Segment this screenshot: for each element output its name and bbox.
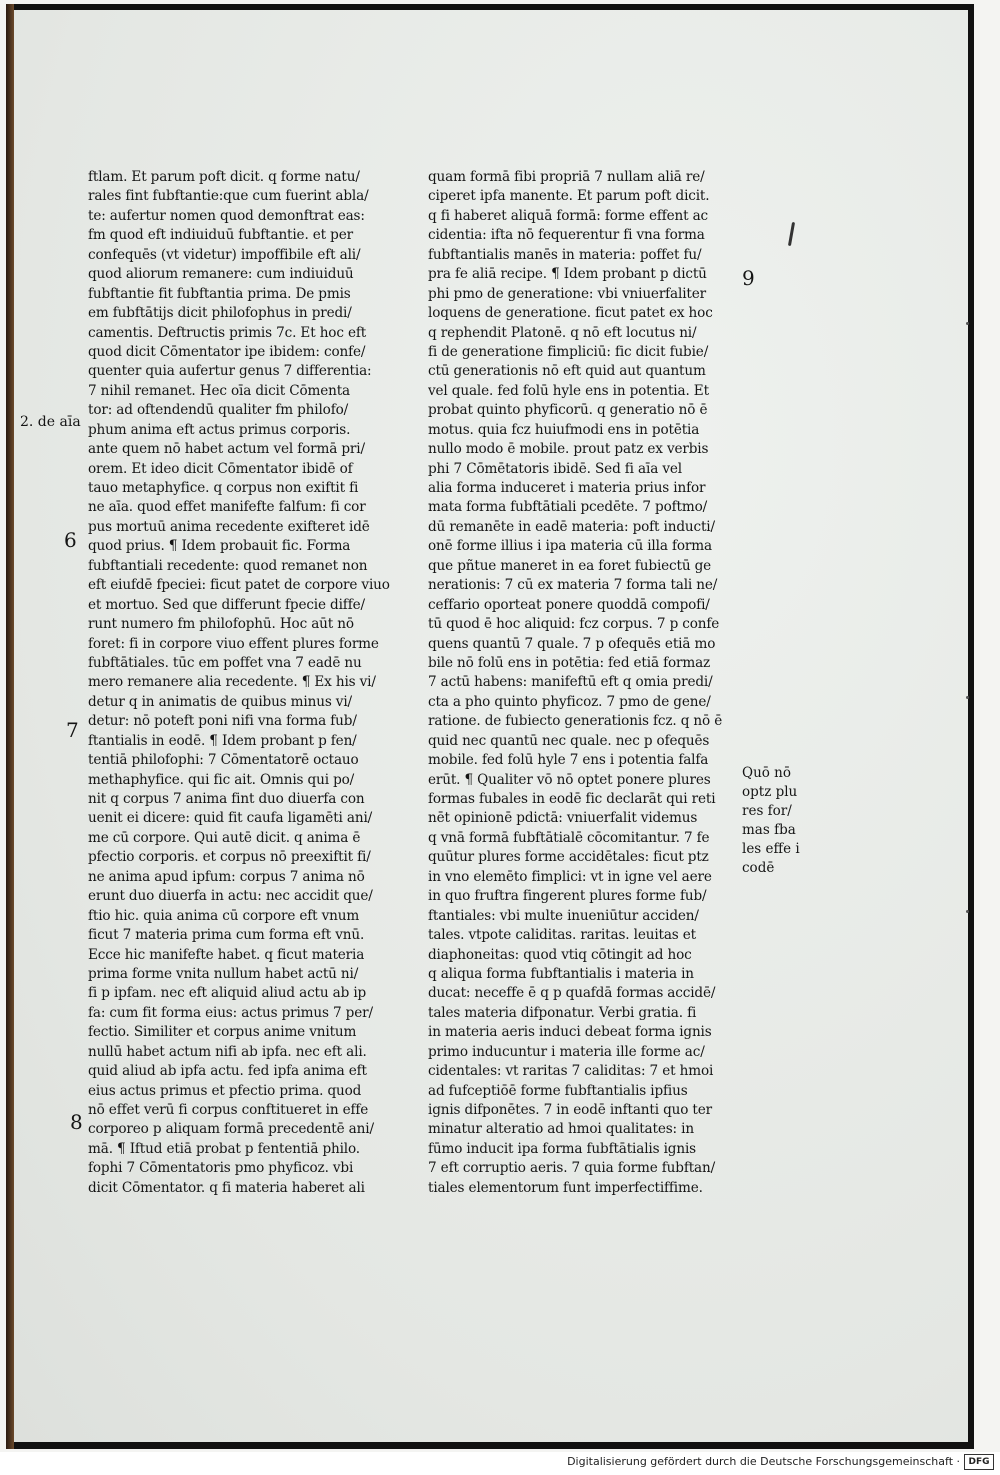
text-line: primo inducuntur i materia ille forme ac/ — [428, 1043, 705, 1060]
text-line: nullū habet actum nifi ab ipfa. nec eft ali. — [88, 1043, 367, 1060]
text-line: tentiā philofophi: 7 Cōmentatorē octauo — [88, 752, 359, 769]
text-line: quod dicit Cōmentator ipe ibidem: confe/ — [88, 343, 366, 360]
margin-note-de-anima: 2. de aīa — [20, 414, 81, 430]
text-line: runt numero fm philofophū. Hoc aūt nō — [88, 616, 354, 633]
text-line: quod aliorum remanere: cum indiuiduū — [88, 266, 354, 283]
text-line: prima forme vnita nullum habet actū ni/ — [88, 965, 359, 982]
text-line: quūtur plures forme accidētales: ficut ptz — [428, 849, 709, 866]
text-line: eius actus primus et pfectio prima. quod — [88, 1082, 362, 1099]
text-line: fūmo inducit ipa forma fubftātialis ignis — [428, 1140, 696, 1157]
margin-number-7: 7 — [66, 718, 79, 742]
text-line: phum anima eft actus primus corporis. — [88, 421, 351, 438]
text-line: em fubftātijs dicit philofophus in predi/ — [88, 305, 352, 322]
text-line: fubftantiali recedente: quod remanet non — [88, 557, 368, 574]
text-line: fi p ipfam. nec eft aliquid aliud actu ab ip — [88, 985, 367, 1002]
text-line: fubftātiales. tūc em poffet vna 7 eadē nu — [88, 654, 362, 671]
text-line: ne aīa. quod effet manifefte falfum: fi cor — [88, 499, 366, 516]
text-line: ducat: neceffe ē q p quafdā formas accidē/ — [428, 985, 716, 1002]
text-line: quam formā fibi propriā 7 nullam aliā re/ — [428, 169, 705, 185]
text-line: tiales elementorum funt imperfectiffime. — [428, 1179, 703, 1196]
text-line: ante quem nō habet actum vel formā pri/ — [88, 441, 365, 458]
text-line: q aliqua forma fubftantialis i materia in — [428, 965, 694, 982]
dfg-logo-icon: DFG — [964, 1454, 994, 1470]
text-line: q rephendit Platonē. q nō eft locutus ni/ — [428, 324, 697, 341]
text-line: ftantiales: vbi multe inueniūtur acciden/ — [428, 907, 699, 924]
text-line: rales fint fubftantie:que cum fuerint abla/ — [88, 188, 369, 205]
text-line: optz plu — [742, 784, 798, 800]
right-text-column — [428, 168, 742, 1198]
text-line: fa: cum fit forma eius: actus primus 7 per/ — [88, 1004, 373, 1021]
text-line: cidentales: vt raritas 7 caliditas: 7 et hmoi — [428, 1063, 714, 1080]
text-line: ftlam. Et parum poft dicit. q forme natu/ — [88, 169, 360, 185]
text-line: cta a pho quinto phyficoz. 7 pmo de gene/ — [428, 693, 711, 710]
text-line: dicit Cōmentator. q fi materia haberet ali — [88, 1179, 365, 1196]
text-line: diaphoneitas: quod vtiq cōtingit ad hoc — [428, 946, 692, 963]
text-line: q fi haberet aliquā formā: forme effent ac — [428, 207, 709, 224]
text-line: fm quod eft indiuiduū fubftantie. et per — [88, 227, 353, 244]
text-line: alia forma induceret i materia prius infor — [428, 480, 706, 496]
text-line: quid nec quantū nec quale. nec p ofequēs — [428, 732, 710, 749]
text-line: ceffario oporteat ponere quoddā compofi/ — [428, 596, 710, 613]
text-line: in quo fruftra fingerent plures forme fub/ — [428, 888, 707, 905]
text-line: detur: nō poteft poni nifi vna forma fub/ — [88, 713, 357, 730]
text-line: res for/ — [742, 803, 792, 819]
text-line: te: aufertur nomen quod demonftrat eas: — [88, 207, 365, 224]
text-line: minatur alteratio ad hmoi qualitates: in — [428, 1121, 694, 1138]
margin-dot — [966, 696, 969, 699]
page-binding-edge — [6, 4, 14, 1449]
text-line: mā. ¶ Iftud etiā probat p fententiā philo. — [88, 1140, 360, 1157]
side-margin-note — [742, 764, 808, 878]
text-line: Ecce hic manifefte habet. q ficut materia — [88, 946, 365, 963]
text-line: ctū generationis nō eft quid aut quantum — [428, 363, 706, 380]
text-line: in vno elemēto fimplici: vt in igne vel aere — [428, 868, 712, 885]
text-line: pra fe aliā recipe. ¶ Idem probant p dictū — [428, 266, 707, 283]
text-line: nit q corpus 7 anima fint duo diuerfa con — [88, 791, 365, 807]
text-line: ciperet ipfa manente. Et parum poft dicit. — [428, 188, 710, 205]
text-line: quid aliud ab ipfa actu. fed ipfa anima eft — [88, 1063, 367, 1080]
margin-number-9: 9 — [742, 266, 755, 290]
text-line: ftio hic. quia anima cū corpore eft vnum — [88, 907, 360, 924]
text-line: ignis difponētes. 7 in eodē inftanti quo ter — [428, 1102, 712, 1118]
text-line: nullo modo ē mobile. prout patz ex verbis — [428, 441, 709, 458]
text-line: codē — [742, 860, 775, 876]
text-line: motus. quia fcz huiufmodi ens in potētia — [428, 421, 700, 438]
text-line: tales. vtpote caliditas. raritas. leuitas et — [428, 927, 696, 944]
text-line: pfectio corporis. et corpus nō preexiftit fi/ — [88, 849, 371, 866]
text-line: camentis. Deftructis primis 7c. Et hoc eft — [88, 324, 367, 341]
left-text-column — [88, 168, 404, 1198]
margin-number-8: 8 — [70, 1110, 83, 1134]
text-line: fectio. Similiter et corpus anime vnitum — [88, 1024, 357, 1041]
text-line: ftantialis in eodē. ¶ Idem probant p fen/ — [88, 732, 357, 749]
text-line: in materia aeris induci debeat forma ignis — [428, 1024, 712, 1041]
text-line: formas fubales in eodē fic declarāt qui reti — [428, 791, 716, 807]
text-line: pus mortuū anima recedente exifteret idē — [88, 518, 370, 535]
text-line: cidentia: ifta nō fequerentur fi vna forma — [428, 227, 705, 244]
text-line: 7 eft corruptio aeris. 7 quia forme fubftan/ — [428, 1160, 716, 1177]
text-line: ficut 7 materia prima cum forma eft vnū. — [88, 927, 365, 944]
text-line: tor: ad oftendendū qualiter fm philofo/ — [88, 402, 349, 419]
text-line: me cū corpore. Qui autē dicit. q anima ē — [88, 829, 361, 846]
text-line: 7 actū habens: manifeftū eft q omia predi/ — [428, 674, 713, 691]
text-line: 7 nihil remanet. Hec oīa dicit Cōmenta — [88, 382, 351, 399]
text-line: erunt duo diuerfa in actu: nec accidit que/ — [88, 888, 373, 905]
text-line: erūt. ¶ Qualiter vō nō optet ponere plures — [428, 771, 711, 788]
text-line: et mortuo. Sed que differunt fpecie diffe/ — [88, 596, 365, 613]
text-line: fophi 7 Cōmentatoris pmo phyficoz. vbi — [88, 1160, 354, 1177]
text-line: fubftantialis manēs in materia: poffet fu/ — [428, 246, 702, 263]
text-line: probat quinto phyficorū. q generatio nō ē — [428, 402, 708, 419]
margin-dot — [966, 910, 969, 913]
text-line: bile nō folū ens in potētia: fed etiā formaz — [428, 654, 711, 671]
text-line: mobile. fed folū hyle 7 ens i potentia falfa — [428, 752, 709, 769]
text-line: corporeo p aliquam formā precedentē ani/ — [88, 1121, 374, 1138]
text-line: orem. Et ideo dicit Cōmentator ibidē of — [88, 460, 353, 477]
text-line: tū quod ē hoc aliquid: fcz corpus. 7 p confe — [428, 616, 720, 633]
text-line: Quō nō — [742, 765, 792, 781]
footer-credit: Digitalisierung gefördert durch die Deutsche Forschungsgemeinschaft · — [567, 1455, 960, 1468]
text-line: uenit ei dicere: quid fit caufa ligamēti ani/ — [88, 810, 373, 827]
text-line: dū remanēte in eadē materia: poft inducti/ — [428, 518, 715, 535]
text-line: vel quale. fed folū hyle ens in potentia. Et — [428, 382, 709, 399]
text-line: quenter quia aufertur genus 7 differentia: — [88, 363, 372, 380]
text-line: mata forma fubftātiali pcedēte. 7 poftmo/ — [428, 499, 708, 516]
text-line: confequēs (vt videtur) impoffibile eft ali/ — [88, 246, 361, 263]
text-line: phi pmo de generatione: vbi vniuerfaliter — [428, 285, 706, 302]
text-line: ad fufceptiōē forme fubftantialis ipfius — [428, 1082, 688, 1099]
text-line: les effe i — [742, 841, 800, 857]
text-line: detur q in animatis de quibus minus vi/ — [88, 693, 352, 710]
text-line: nō effet verū fi corpus conftitueret in effe — [88, 1102, 369, 1118]
margin-dot — [966, 322, 969, 325]
text-line: ne anima apud ipfum: corpus 7 anima nō — [88, 868, 365, 885]
text-line: q vnā formā fubftātialē cōcomitantur. 7 fe — [428, 829, 710, 846]
text-line: onē forme illius i ipa materia cū illa forma — [428, 538, 712, 555]
text-line: eft eiufdē fpeciei: ficut patet de corpore viuo — [88, 577, 390, 594]
text-line: mas fba — [742, 822, 796, 838]
text-line: nēt opinionē pdictā: vniuerfalit videmus — [428, 810, 698, 827]
margin-number-6: 6 — [64, 528, 77, 552]
text-line: quens quantū 7 quale. 7 p ofequēs etiā mo — [428, 635, 716, 652]
text-line: tauo metaphyfice. q corpus non exiftit fi — [88, 480, 359, 496]
text-line: fi de generatione fimpliciū: fic dicit fubie/ — [428, 343, 709, 360]
text-line: loquens de generatione. ficut patet ex hoc — [428, 305, 713, 322]
text-line: tales materia difponatur. Verbi gratia. fi — [428, 1004, 697, 1021]
text-line: que pñtue maneret in ea foret fubiectū ge — [428, 557, 712, 574]
text-line: quod prius. ¶ Idem probauit fic. Forma — [88, 538, 351, 555]
footer-bar — [0, 1452, 1000, 1475]
text-line: fubftantie fit fubftantia prima. De pmis — [88, 285, 351, 302]
text-line: methaphyfice. qui fic ait. Omnis qui po/ — [88, 771, 355, 788]
text-line: foret: fi in corpore viuo effent plures forme — [88, 635, 379, 652]
text-line: ratione. de fubiecto generationis fcz. q nō ē — [428, 713, 723, 730]
text-line: phi 7 Cōmētatoris ibidē. Sed fi aīa vel — [428, 460, 682, 477]
text-line: mero remanere alia recedente. ¶ Ex his vi/ — [88, 674, 376, 691]
text-line: nerationis: 7 cū ex materia 7 forma tali ne/ — [428, 577, 718, 594]
